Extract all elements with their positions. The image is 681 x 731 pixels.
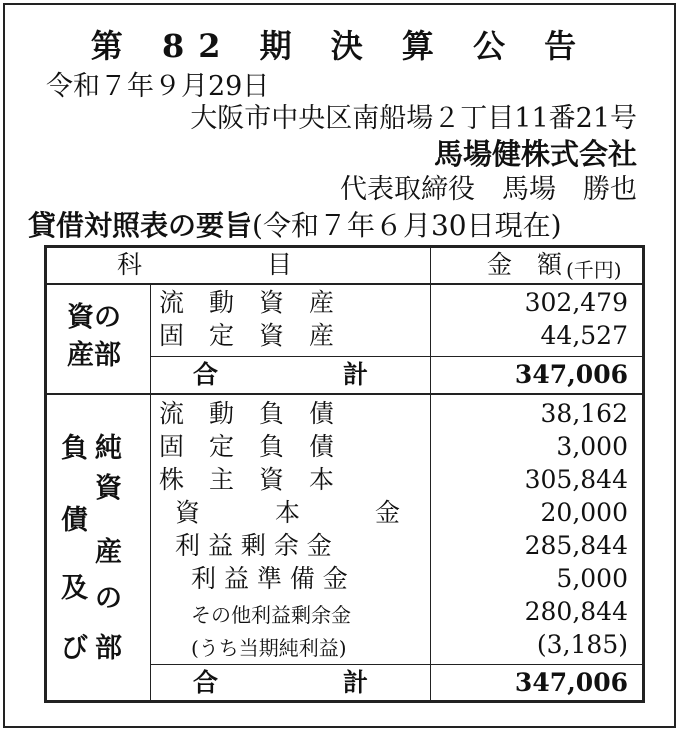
header-rule xyxy=(47,283,642,285)
assets-total-label: 合 計 xyxy=(193,360,369,389)
balance-sheet-heading xyxy=(28,210,562,242)
amount-divider xyxy=(430,248,431,700)
liab-label-char: 負 xyxy=(61,433,88,464)
liab-row-value: 285,844 xyxy=(524,531,628,560)
liab-total-value: 347,006 xyxy=(514,668,628,697)
asset-row-label: 流 動 資 産 xyxy=(159,288,335,317)
asset-row-label: 固 定 資 産 xyxy=(159,321,335,350)
liab-row-value: (3,185) xyxy=(536,630,628,659)
liab-total-rule xyxy=(150,664,642,665)
liab-row-label: 固 定 負 債 xyxy=(159,432,335,461)
company-address: 大阪市中央区南船場２丁目11番21号 xyxy=(190,103,637,134)
header-amount: 金 額 xyxy=(487,250,563,279)
heading-title: 貸借対照表の要旨 xyxy=(28,209,253,242)
liab-row-label: 流 動 負 債 xyxy=(159,399,335,428)
assets-total-value: 347,006 xyxy=(514,360,628,389)
liab-total-label: 合 計 xyxy=(193,668,369,697)
notice-date: 令和７年９月29日 xyxy=(46,71,270,102)
liab-row-label: 資 本 金 xyxy=(175,498,401,527)
notice-title: 第 82 期 決 算 公 告 xyxy=(90,27,591,65)
header-item: 科 目 xyxy=(117,250,293,279)
balance-sheet-table xyxy=(44,245,645,703)
company-name: 馬場健株式会社 xyxy=(433,137,637,171)
liab-row-label: 利 益 準 備 金 xyxy=(191,564,348,593)
liab-row-label: 利 益 剰 余 金 xyxy=(175,531,332,560)
liab-row-value: 38,162 xyxy=(540,399,628,428)
representative: 代表取締役 馬場 勝也 xyxy=(340,174,637,205)
liab-label-char: の xyxy=(95,583,122,614)
liab-label-char: 債 xyxy=(61,505,88,536)
liab-row-value: 5,000 xyxy=(556,564,628,593)
liab-row-value: 20,000 xyxy=(540,498,628,527)
assets-section-rule xyxy=(47,393,642,395)
liab-label-char: 資 xyxy=(95,473,122,504)
liab-row-value: 305,844 xyxy=(524,465,628,494)
liab-row-value: 3,000 xyxy=(556,432,628,461)
liab-label-char: 及 xyxy=(61,573,88,604)
liab-label-char: 産 xyxy=(95,537,122,568)
asset-row-value: 302,479 xyxy=(524,288,628,317)
liab-row-label: 株 主 資 本 xyxy=(159,465,335,494)
liab-label-char: 純 xyxy=(95,433,122,464)
assets-label-top: 資の xyxy=(67,302,121,333)
asset-row-value: 44,527 xyxy=(540,321,628,350)
liab-label-char: び xyxy=(61,633,88,664)
assets-label-bottom: 産部 xyxy=(67,340,121,371)
heading-period: (令和７年６月30日現在) xyxy=(252,209,562,242)
header-unit: (千円) xyxy=(566,258,622,282)
liab-row-value: 280,844 xyxy=(524,597,628,626)
liab-row-label: その他利益剰余金 xyxy=(191,603,351,627)
liab-row-label: (うち当期純利益) xyxy=(191,636,347,660)
assets-total-rule xyxy=(150,356,642,357)
liab-label-char: 部 xyxy=(95,633,122,664)
section-divider xyxy=(150,283,151,700)
